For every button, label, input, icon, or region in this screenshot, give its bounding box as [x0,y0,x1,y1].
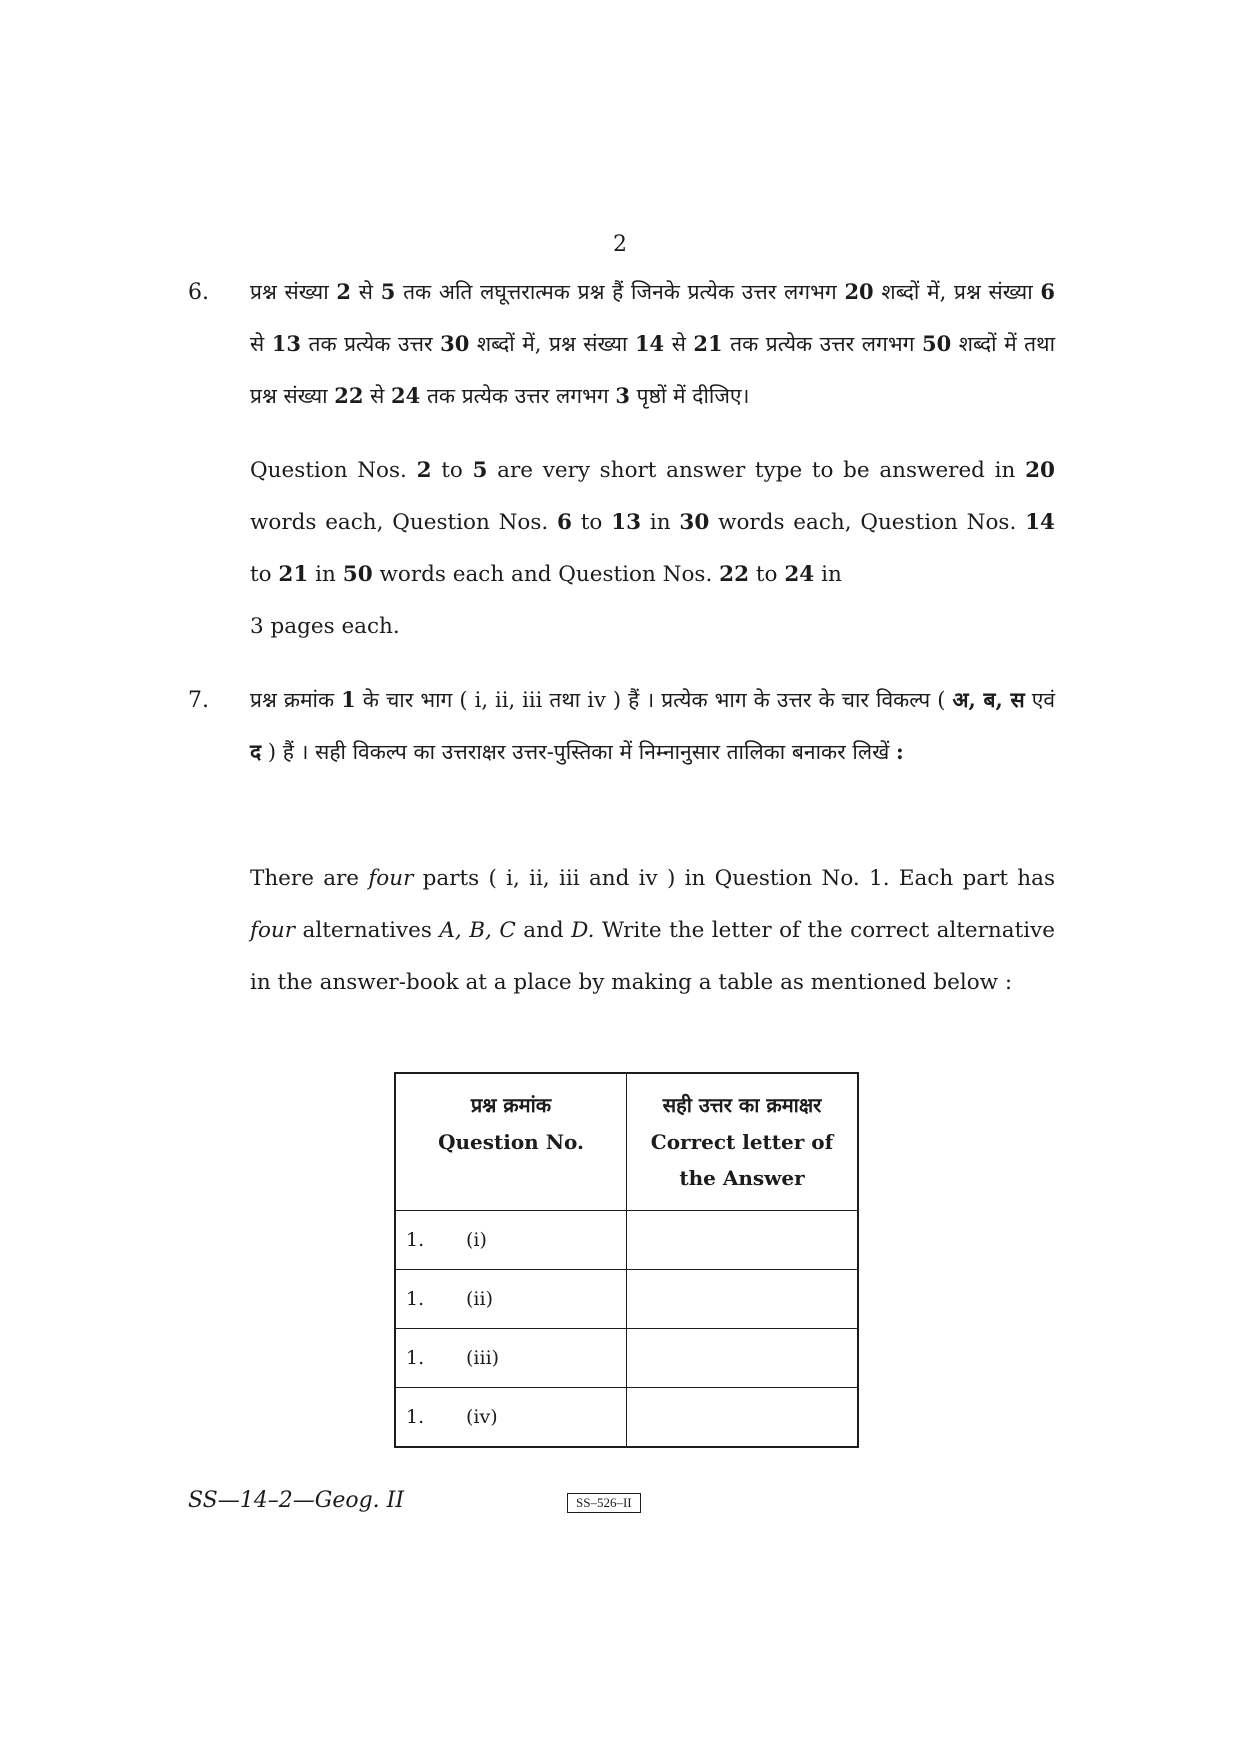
instruction-6-english-tail: 3 pages each. [250,614,400,639]
bold-number: 30 [679,510,710,535]
bold-number: : [895,739,904,764]
instruction-6-english: Question Nos. 2 to 5 are very short answer type to be answered in 20 words each, Question Nos. 6 to 13 in 30 words each, Question Nos. 14 to 21 in 50 words each and Question Nos. 22 to 24 in [250,458,1055,587]
table-header-row [395,1073,858,1211]
table-row [395,1388,858,1448]
answer-cell [627,1211,859,1270]
bold-number: 20 [844,279,874,304]
bold-number: 1 [341,687,356,712]
question-number: 1. [406,1347,425,1369]
instruction-6-english-block [250,445,1055,653]
bold-number: 30 [440,331,470,356]
column-correct-letter [627,1073,859,1211]
question-part: (ii) [466,1288,493,1310]
italic-term: four [368,866,414,891]
italic-term: D. [571,918,595,943]
question-number: 1. [406,1406,425,1428]
question-cell [395,1388,627,1448]
column-question-no-english: Question No. [438,1130,584,1154]
bold-number: 24 [391,383,421,408]
bold-number: 13 [611,510,642,535]
bold-number: 50 [921,331,952,356]
question-cell [395,1329,627,1388]
answer-cell [627,1388,859,1448]
table-row [395,1329,858,1388]
bold-number: 5 [380,279,396,304]
bold-number: 14 [1025,510,1055,535]
bold-number: अ, ब, स [952,687,1025,712]
question-part: (iv) [466,1406,498,1428]
instruction-6-hindi: प्रश्न संख्या 2 से 5 तक अति लघूत्तरात्मक प्रश्न हैं जिनके प्रत्येक उत्तर लगभग 20 शब्दों में, प्रश्न संख्या 6 से 13 तक प्रत्येक उत्तर 30 शब्दों में, प्रश्न संख्या 14 से 21 तक प्रत्येक उत्तर लगभग 50 शब्दों में तथा प्रश्न संख्या 22 से 24 तक प्रत्येक उत्तर लगभग 3 पृष्ठों में दीजिए। [250,279,1056,408]
bold-number: 6 [557,510,572,535]
answer-cell [627,1270,859,1329]
bold-number: 21 [693,331,723,356]
bold-number: 6 [1040,279,1056,304]
instruction-7-hindi: प्रश्न क्रमांक 1 के चार भाग ( i, ii, iii तथा iv ) हैं । प्रत्येक भाग के उत्तर के चार विकल्प ( अ, ब, स एवं द ) हैं । सही विकल्प का उत्तराक्षर उत्तर-पुस्तिका में निम्नानुसार तालिका बनाकर लिखें : [250,687,1055,764]
bold-number: 14 [634,331,665,356]
italic-term: A, B, C [439,918,516,943]
instruction-7-text [250,674,1055,778]
bold-number: 2 [416,458,432,483]
footer-paper-code: SS—14–2—Geog. II [188,1488,405,1513]
question-number: 1. [406,1288,425,1310]
bold-number: 22 [334,383,364,408]
bold-number: 22 [719,562,750,587]
instruction-6-text [250,266,1055,422]
instruction-7-english: There are four parts ( i, ii, iii and iv ) in Question No. 1. Each part has four alternatives A, B, C and D. Write the letter of the correct alternative in the answer-book at a place by making a table as mentioned below : [250,866,1055,995]
question-part: (i) [466,1229,487,1251]
column-correct-letter-english: Correct letter of the Answer [650,1130,834,1190]
column-correct-letter-hindi: सही उत्तर का क्रमाक्षर [662,1093,822,1117]
table-row [395,1211,858,1270]
question-cell [395,1211,627,1270]
italic-term: four [250,918,296,943]
bold-number: 24 [784,562,815,587]
table-row [395,1270,858,1329]
bold-number: 13 [271,331,301,356]
answer-cell [627,1329,859,1388]
footer-exam-code: SS–526–II [567,1493,641,1513]
bold-number: 2 [336,279,352,304]
column-question-no [395,1073,627,1211]
question-part: (iii) [466,1347,500,1369]
instruction-6-number: 6. [188,280,209,305]
bold-number: 21 [278,562,309,587]
bold-number: 20 [1025,458,1055,483]
bold-number: द [250,739,262,764]
page-number: 2 [613,232,627,257]
instruction-7-english-block [250,853,1055,1009]
column-question-no-hindi: प्रश्न क्रमांक [470,1093,552,1117]
bold-number: 3 [615,383,630,408]
question-number: 1. [406,1229,425,1251]
bold-number: 5 [472,458,488,483]
question-cell [395,1270,627,1329]
answer-format-table [394,1072,859,1448]
instruction-7-number: 7. [188,688,209,713]
bold-number: 50 [342,562,373,587]
